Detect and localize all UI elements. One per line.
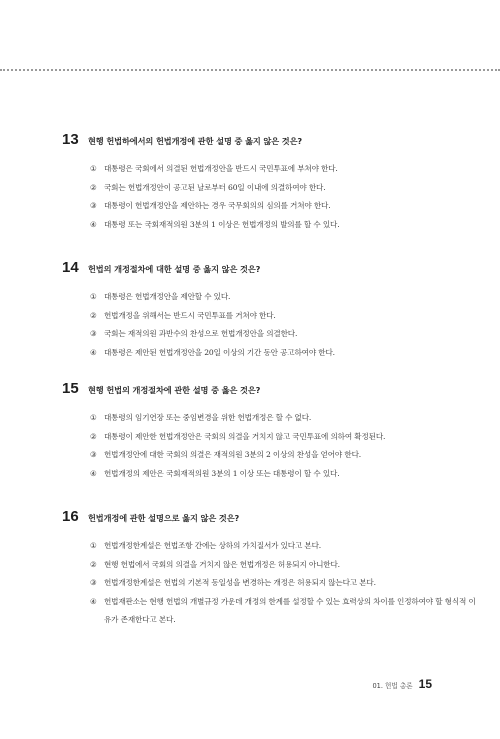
option-marker: ③ — [90, 450, 97, 459]
option-3[interactable] — [90, 446, 482, 465]
option-3[interactable] — [90, 325, 482, 344]
option-text: 대통령은 헌법개정안을 제안할 수 있다. — [104, 292, 231, 301]
option-marker: ② — [90, 559, 97, 569]
option-text: 대통령 또는 국회재적의원 3분의 1 이상은 헌법개정의 발의를 할 수 있다. — [104, 219, 340, 229]
question-text: 헌법개정에 관한 설명으로 옳지 않은 것은? — [88, 513, 240, 523]
option-marker: ① — [90, 413, 97, 422]
option-marker: ③ — [90, 201, 97, 210]
option-text: 현행 헌법에서 국회의 의결을 거치지 않은 헌법개정은 허용되지 아니한다. — [104, 559, 340, 569]
option-text: 대통령은 국회에서 의결된 헌법개정안을 반드시 국민투표에 부쳐야 한다. — [104, 164, 338, 173]
page-footer — [372, 677, 432, 691]
option-text: 헌법개정을 위해서는 반드시 국민투표를 거쳐야 한다. — [104, 310, 276, 320]
question-text: 현행 헌법의 개정절차에 관한 설명 중 옳은 것은? — [88, 385, 261, 395]
option-marker: ④ — [90, 347, 97, 357]
page-number: 15 — [418, 677, 432, 691]
option-text: 대통령은 제안된 헌법개정안을 20일 이상의 기간 동안 공고하여야 한다. — [104, 347, 335, 357]
option-4[interactable] — [90, 344, 482, 363]
question-15 — [62, 380, 482, 483]
header-dotted-rule — [0, 69, 500, 71]
option-marker: ④ — [90, 219, 97, 229]
question-13 — [62, 131, 482, 234]
option-marker: ④ — [90, 468, 97, 478]
option-marker: ③ — [90, 578, 97, 587]
option-list — [90, 409, 482, 483]
option-marker: ① — [90, 541, 97, 550]
option-4[interactable] — [90, 216, 482, 235]
option-text: 국회는 재적의원 과반수의 찬성으로 헌법개정안을 의결한다. — [104, 329, 298, 338]
option-2[interactable] — [90, 428, 482, 447]
option-marker: ④ — [90, 596, 97, 606]
option-marker: ② — [90, 182, 97, 192]
option-3[interactable] — [90, 574, 482, 593]
option-text: 헌법개정안에 대한 국회의 의결은 재적의원 3분의 2 이상의 찬성을 얻어야 한다. — [104, 450, 362, 459]
option-4[interactable] — [90, 465, 482, 484]
option-2[interactable] — [90, 556, 482, 575]
option-text: 헌법재판소는 현행 헌법의 개별규정 가운데 개정의 한계를 설정할 수 있는 효력상의 차이를 인정하여야 할 형식적 이유가 존재한다고 본다. — [104, 596, 476, 624]
option-2[interactable] — [90, 179, 482, 198]
option-text: 헌법개정한계설은 헌법의 기본적 동일성을 변경하는 개정은 허용되지 않는다고 본다. — [104, 578, 376, 587]
option-text: 헌법개정의 제안은 국회재적의원 3분의 1 이상 또는 대통령이 할 수 있다. — [104, 468, 340, 478]
option-1[interactable] — [90, 160, 482, 179]
option-list — [90, 537, 482, 630]
option-1[interactable] — [90, 537, 482, 556]
question-number: 13 — [62, 131, 79, 148]
question-text: 헌법의 개정절차에 대한 설명 중 옳지 않은 것은? — [88, 264, 261, 274]
option-text: 대통령의 임기연장 또는 중임변경을 위한 헌법개정은 할 수 없다. — [104, 413, 312, 422]
option-list — [90, 160, 482, 234]
question-number: 14 — [62, 259, 79, 276]
option-3[interactable] — [90, 197, 482, 216]
section-label: 01. 헌법 총론 — [372, 682, 413, 690]
option-1[interactable] — [90, 409, 482, 428]
question-number: 15 — [62, 380, 79, 397]
question-number: 16 — [62, 508, 79, 525]
option-marker: ② — [90, 310, 97, 320]
option-text: 대통령이 제안한 헌법개정안은 국회의 의결을 거치지 않고 국민투표에 의하여 확정된다. — [104, 431, 386, 441]
option-1[interactable] — [90, 288, 482, 307]
option-2[interactable] — [90, 307, 482, 326]
option-marker: ③ — [90, 329, 97, 338]
option-marker: ① — [90, 292, 97, 301]
option-text: 헌법개정한계설은 헌법조항 간에는 상하의 가치질서가 있다고 본다. — [104, 541, 322, 550]
question-14 — [62, 259, 482, 362]
option-4[interactable] — [90, 593, 482, 630]
question-text: 현행 헌법하에서의 헌법개정에 관한 설명 중 옳지 않은 것은? — [88, 136, 303, 146]
option-text: 대통령이 헌법개정안을 제안하는 경우 국무회의의 심의를 거쳐야 한다. — [104, 201, 331, 210]
option-text: 국회는 헌법개정안이 공고된 날로부터 60일 이내에 의결하여야 한다. — [104, 182, 326, 192]
option-list — [90, 288, 482, 362]
option-marker: ① — [90, 164, 97, 173]
question-16 — [62, 508, 482, 630]
option-marker: ② — [90, 431, 97, 441]
